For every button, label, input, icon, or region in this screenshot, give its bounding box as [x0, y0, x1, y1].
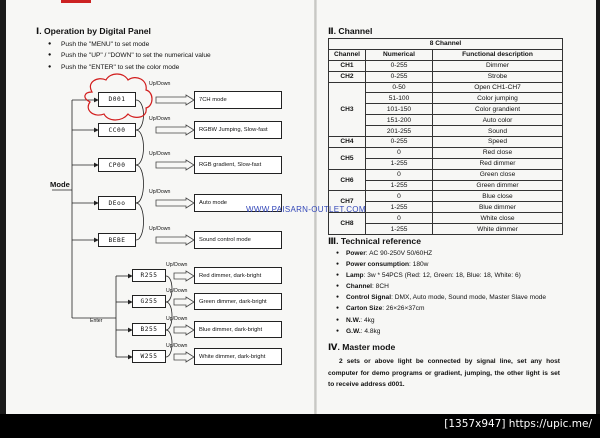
mode-label: Mode [50, 180, 70, 189]
spec-value: : 180w [409, 261, 429, 269]
table-row [329, 82, 563, 93]
technical-specs [336, 248, 546, 337]
image-host-link[interactable]: [1357x947] https://upic.me/ [444, 418, 592, 430]
spec-item [336, 315, 546, 326]
submode-desc-blue: Blue dimmer, dark-bright [194, 321, 282, 338]
table-row [329, 71, 563, 82]
table-cell: 0-255 [366, 137, 433, 148]
updown-label: Up/Down [166, 343, 188, 349]
spec-value: : AC 90-250V 50/60HZ [365, 250, 433, 257]
section-2-title: Ⅱ. Channel [328, 26, 373, 36]
updown-label: Up/Down [149, 116, 171, 122]
table-cell: 1-255 [366, 180, 433, 191]
display-r255: R255 [132, 269, 166, 282]
display-d001: D001 [98, 92, 136, 107]
updown-label: Up/Down [166, 288, 188, 294]
spec-value: : 4.8kg [360, 327, 381, 335]
table-cell: CH4 [329, 137, 366, 148]
table-cell: 1-255 [366, 224, 433, 235]
table-cell: Green close [433, 169, 563, 180]
table-cell: 0-50 [366, 82, 433, 93]
mode-desc-auto: Auto mode [194, 194, 282, 212]
table-cell: CH5 [329, 147, 366, 169]
spec-label: Control Signal [346, 294, 392, 302]
submode-desc-white: White dimmer, dark-bright [194, 348, 282, 365]
spec-label: Channel [346, 283, 373, 291]
spec-item [336, 259, 546, 270]
table-row [329, 213, 563, 224]
mode-desc-jumping: RGBW Jumping, Slow-fast [194, 121, 282, 139]
column-header: Channel [329, 49, 366, 60]
updown-label: Up/Down [149, 226, 171, 232]
table-cell: CH6 [329, 169, 366, 191]
column-header: Functional description [433, 49, 563, 60]
table-row [329, 147, 563, 158]
mode-desc-gradient: RGB gradient, Slow-fast [194, 156, 282, 174]
updown-label: Up/Down [149, 151, 171, 157]
table-cell: CH7 [329, 191, 366, 213]
table-cell: Green dimmer [433, 180, 563, 191]
spec-label: N.W. [346, 316, 361, 324]
table-cell: 1-255 [366, 202, 433, 213]
table-cell: 151-200 [366, 115, 433, 126]
table-cell: Strobe [433, 71, 563, 82]
spec-label: Carton Size [346, 305, 383, 313]
instruction-enter: ● Push the "ENTER" to set the color mode [48, 62, 211, 73]
table-cell: CH2 [329, 71, 366, 82]
spec-item [336, 281, 546, 292]
spec-label: Lamp [346, 272, 364, 280]
column-header: Numerical [366, 49, 433, 60]
spec-value: : 8CH [372, 283, 389, 291]
table-cell: White dimmer [433, 224, 563, 235]
section-1-title: Ⅰ. Operation by Digital Panel [36, 26, 151, 36]
updown-label: Up/Down [149, 81, 171, 87]
spec-value: : 3w * 54PCS (Red: 12, Green: 18, Blue: 18, White: 6) [363, 272, 521, 280]
updown-label: Up/Down [166, 316, 188, 322]
table-cell: 0 [366, 147, 433, 158]
updown-label: Up/Down [166, 262, 188, 268]
table-cell: 0 [366, 213, 433, 224]
spec-label: Power consumption [346, 261, 410, 269]
spec-item [336, 326, 546, 337]
instruction-updown: ● Push the "UP" / "DOWN" to set the numerical value [48, 50, 211, 61]
spec-value: : 26×26×37cm [382, 305, 425, 313]
updown-label: Up/Down [149, 189, 171, 195]
table-cell: Blue dimmer [433, 202, 563, 213]
table-row [329, 60, 563, 71]
spec-label: G.W. [346, 327, 361, 335]
spec-item [336, 292, 546, 303]
table-cell: 0 [366, 191, 433, 202]
display-cp00: CP00 [98, 158, 136, 172]
display-bebe: BEBE [98, 233, 136, 247]
spec-item [336, 270, 546, 281]
table-cell: 0-255 [366, 60, 433, 71]
table-cell: White close [433, 213, 563, 224]
watermark: WWW.PAISARN-OUTLET.COM [246, 205, 366, 214]
table-cell: CH8 [329, 213, 366, 235]
channel-table [328, 38, 563, 235]
spec-value: : 4kg [360, 316, 375, 324]
section-3-title: Ⅲ. Technical reference [328, 236, 421, 246]
master-mode-text: 2 sets or above light be connected by signal line, set any host computer for demo programs or gradient, jumping, the other light is set to receive address d001. [328, 358, 560, 388]
table-cell: 101-150 [366, 104, 433, 115]
display-deoo: DEoo [98, 196, 136, 210]
spec-label: Power [346, 250, 366, 257]
table-cell: CH1 [329, 60, 366, 71]
mode-desc-sound: Sound control mode [194, 231, 282, 249]
scanned-page [6, 0, 596, 414]
table-cell: Red close [433, 147, 563, 158]
spec-item [336, 303, 546, 314]
instruction-menu: ● Push the "MENU" to set mode [48, 39, 211, 50]
table-cell: Speed [433, 137, 563, 148]
spec-item [336, 248, 546, 259]
spec-value: : DMX, Auto mode, Sound mode, Master Slave mode [391, 294, 547, 302]
display-b255: B255 [132, 323, 166, 336]
display-cc00: CC00 [98, 123, 136, 137]
section-4-title: Ⅳ. Master mode [328, 342, 396, 352]
display-g255: G255 [132, 295, 166, 308]
mode-desc-7ch: 7CH mode [194, 91, 282, 109]
enter-label: Enter [90, 318, 103, 324]
table-cell: Color jumping [433, 93, 563, 104]
table-title: 8 Channel [329, 39, 563, 50]
table-cell: CH3 [329, 82, 366, 136]
table-cell: Blue close [433, 191, 563, 202]
table-cell: 0 [366, 169, 433, 180]
table-cell: 0-255 [366, 71, 433, 82]
submode-desc-green: Green dimmer, dark-bright [194, 293, 282, 310]
table-cell: Red dimmer [433, 158, 563, 169]
table-row [329, 137, 563, 148]
table-cell: 1-255 [366, 158, 433, 169]
table-cell: Sound [433, 126, 563, 137]
display-w255: W255 [132, 350, 166, 363]
table-cell: 51-100 [366, 93, 433, 104]
table-cell: Color grandient [433, 104, 563, 115]
submode-desc-red: Red dimmer, dark-bright [194, 267, 282, 284]
table-row [329, 191, 563, 202]
table-cell: 201-255 [366, 126, 433, 137]
table-cell: Auto color [433, 115, 563, 126]
table-cell: Open CH1-CH7 [433, 82, 563, 93]
table-row [329, 169, 563, 180]
table-cell: Dimmer [433, 60, 563, 71]
